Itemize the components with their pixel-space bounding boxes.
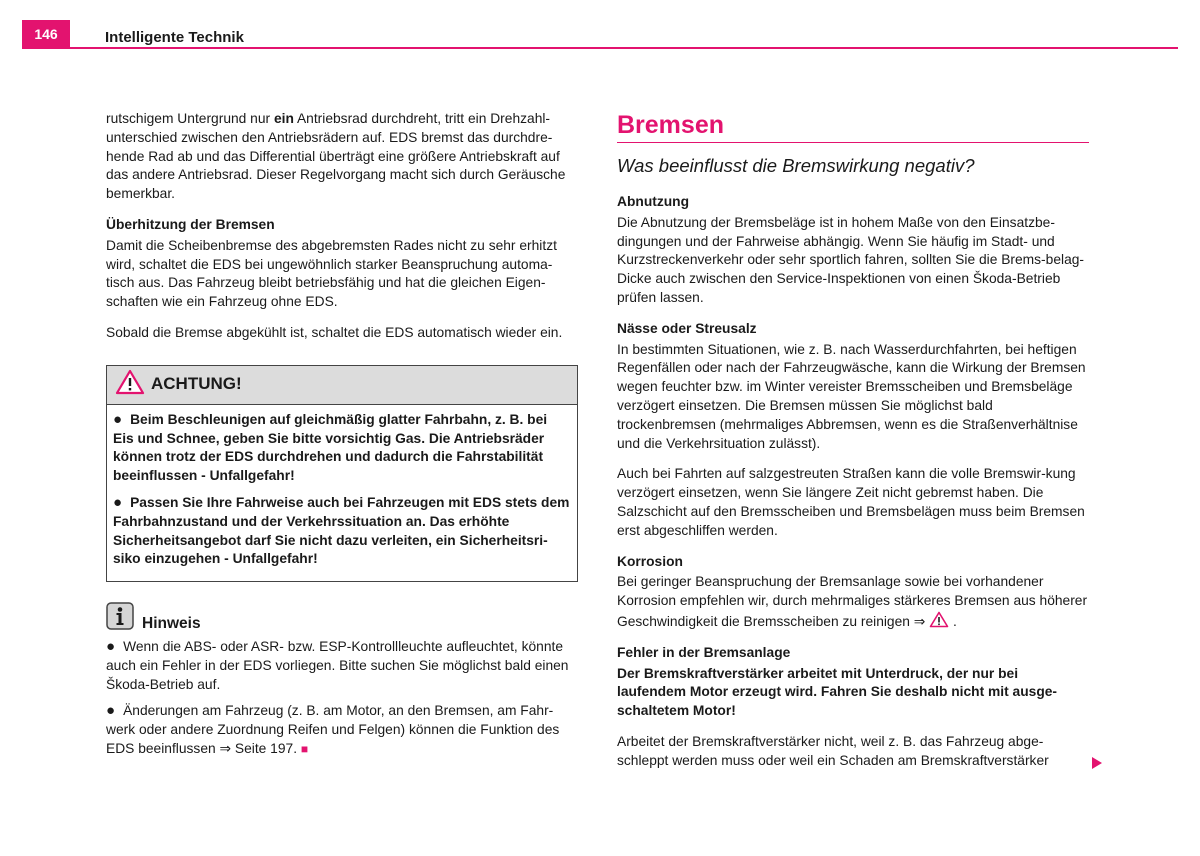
warning-item-text: Beim Beschleunigen auf gleichmäßig glatter Fahrbahn, z. B. bei Eis und Schnee, geben Sie bitte vorsichtig Gas. Die Antriebsräder können trotz der EDS durchdrehen und dadurch die Fahrstabilität beeinflussen - Unfallgefahr! bbox=[113, 411, 548, 484]
warning-body bbox=[107, 405, 577, 581]
corrosion-paragraph: Bei geringer Beanspruchung der Bremsanlage sowie bei vorhandener Korrosion empfehlen wir, durch mehrmaliges stärkeres Bremsen aus höherer Geschwindigkeit die Bremsscheiben zu reinigen ⇒ . bbox=[617, 574, 1088, 629]
corrosion-text: Bei geringer Beanspruchung der Bremsanlage sowie bei vorhandener Korrosion empfehlen wir, durch mehrmaliges stärkeres Bremsen aus höherer Geschwindigkeit die Bremsscheiben zu reinigen ⇒ bbox=[617, 574, 1088, 629]
salt-paragraph: Auch bei Fahrten auf salzgestreuten Straßen kann die volle Bremswir-kung verzögert einsetzen, wenn Sie längere Zeit nicht gebremst haben. Die Salzschicht auf den Bremsscheiben und Bremsbelägen muss beim Bremsen erst abgeschliffen werden. bbox=[617, 466, 1085, 538]
note-header bbox=[106, 602, 578, 636]
wear-heading: Abnutzung bbox=[617, 194, 690, 209]
intro-text-a: rutschigem Untergrund nur bbox=[106, 111, 274, 126]
fault-paragraph: Arbeitet der Bremskraftverstärker nicht, weil z. B. das Fahrzeug abge-schleppt werden muss oder weil ein Schaden am Bremskraftverstärker bbox=[617, 733, 1049, 768]
fault-bold-paragraph: Der Bremskraftverstärker arbeitet mit Unterdruck, der nur bei laufendem Motor erzeugt wird. Fahren Sie deshalb nicht mit ausge-schaltetem Motor! bbox=[617, 665, 1058, 719]
note-item bbox=[106, 638, 578, 694]
warning-triangle-icon bbox=[115, 369, 145, 401]
warning-title: ACHTUNG! bbox=[151, 374, 242, 394]
warning-item bbox=[113, 411, 571, 486]
note-title: Hinweis bbox=[142, 614, 201, 632]
wear-paragraph: Die Abnutzung der Bremsbeläge ist in hohem Maße von den Einsatzbe-dingungen und der Fahrweise abhängig. Wenn Sie häufig im Stadt- und Kurzstreckenverkehr oder sehr sportlich fahren, sollten Sie die Brems-belag-Dicke auch zwischen den Service-Inspektionen von einen Škoda-Betrieb prüfen lassen. bbox=[617, 214, 1085, 305]
warning-header bbox=[107, 366, 577, 405]
continue-arrow-icon bbox=[1091, 756, 1103, 775]
warning-item-text: Passen Sie Ihre Fahrweise auch bei Fahrzeugen mit EDS stets dem Fahrbahnzustand und der Verkehrssituation an. Das erhöhte Sicherheitsangebot darf Sie nicht dazu verleiten, ein Sicherheitsri-siko einzugehen - Unfallgefahr! bbox=[113, 494, 570, 567]
bullet-icon: ● bbox=[106, 637, 116, 655]
bullet-icon: ● bbox=[113, 410, 123, 428]
intro-paragraph bbox=[106, 110, 578, 204]
left-column bbox=[106, 110, 578, 767]
header-rule bbox=[22, 47, 1178, 49]
wet-paragraph: In bestimmten Situationen, wie z. B. nach Wasserdurchfahrten, bei heftigen Regenfällen oder nach der Fahrzeugwäsche, kann die Wirkung der Bremsen wegen feuchter bzw. im Winter vereister Bremsscheiben und Bremsbeläge verzögert einsetzen. Die Bremsen müssen Sie möglichst bald trockenbremsen (mehrmaliges Abbremsen, wenn es die Straßenverhältnise und die Verkehrsituation zulässt). bbox=[617, 341, 1086, 451]
overheat-paragraph: Damit die Scheibenbremse des abgebremsten Rades nicht zu sehr erhitzt wird, schaltet die EDS bei ungewöhnlich starker Beanspruchung automa-tisch aus. Das Fahrzeug bleibt betriebsfähig und hat die gleichen Eigen-schaften wie ein Fahrzeug ohne EDS. bbox=[106, 237, 557, 310]
bullet-icon: ● bbox=[106, 702, 116, 720]
section-rule bbox=[617, 142, 1089, 143]
overheat-heading: Überhitzung der Bremsen bbox=[106, 216, 275, 232]
cooldown-paragraph: Sobald die Bremse abgekühlt ist, schaltet die EDS automatisch wieder ein. bbox=[106, 324, 563, 340]
section-subtitle: Was beeinflusst die Bremswirkung negativ? bbox=[617, 155, 975, 176]
wet-heading: Nässe oder Streusalz bbox=[617, 320, 757, 336]
info-icon bbox=[106, 602, 134, 636]
intro-text-b: Antriebsrad durchdreht, tritt ein Drehzahl-unterschied zwischen den Antriebsrädern auf. EDS bremst das durchdre-hende Rad ab und das Differential überträgt eine größere Antriebskraft auf das andere Antriebsrad. Dieser Regelvorgang macht sich durch Geräusche bemerkbar. bbox=[106, 111, 566, 202]
warning-item bbox=[113, 494, 571, 569]
chapter-title: Intelligente Technik bbox=[105, 29, 244, 46]
fault-heading: Fehler in der Bremsanlage bbox=[617, 644, 791, 660]
note-item-text: Änderungen am Fahrzeug (z. B. am Motor, an den Bremsen, am Fahr-werk oder andere Zuordnung Reifen und Felgen) können die Funktion des EDS beeinflussen ⇒ Seite 197. bbox=[106, 703, 560, 756]
page-number: 146 bbox=[22, 20, 70, 48]
warning-box bbox=[106, 365, 578, 582]
note-item bbox=[106, 702, 578, 758]
end-of-section-icon: ■ bbox=[300, 741, 309, 756]
right-column bbox=[617, 110, 1089, 783]
note-body bbox=[106, 638, 578, 759]
warning-ref-icon[interactable] bbox=[929, 614, 953, 629]
intro-bold: ein bbox=[273, 111, 294, 126]
note-item-text: Wenn die ABS- oder ASR- bzw. ESP-Kontrollleuchte aufleuchtet, könnte auch ein Fehler in der EDS vorliegen. Bitte suchen Sie möglichst bald einen Škoda-Betrieb auf. bbox=[106, 638, 569, 692]
section-title: Bremsen bbox=[617, 111, 724, 139]
corrosion-heading: Korrosion bbox=[617, 553, 683, 569]
bullet-icon: ● bbox=[113, 493, 123, 511]
